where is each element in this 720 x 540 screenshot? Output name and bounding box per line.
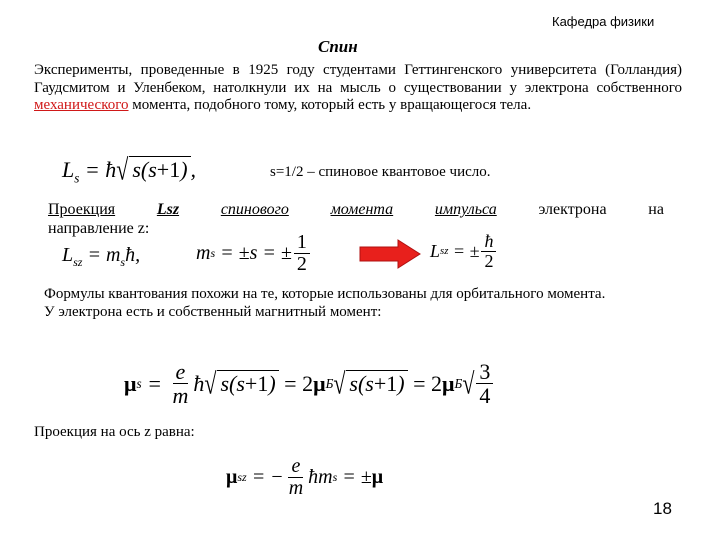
intro-text-1: Эксперименты, проведенные в 1925 году студентами Геттингенского университета (Голландия) Гаудсмитом и Уленбеком, натолкнули их на мысль о существовании у электрона собственного	[34, 62, 682, 96]
projection-word: момента	[330, 201, 394, 218]
intro-highlight: механического	[34, 97, 129, 113]
formula-lsz-result: L sz = ± $\frac{ħ}{2}$	[430, 232, 498, 271]
intro-text-2: момента, подобного тому, который есть у вращающегося тела.	[128, 97, 532, 113]
formulas-line-2: У электрона есть и собственный магнитный момент:	[44, 303, 382, 320]
slide-title: Спин	[318, 37, 358, 56]
projection-word: Проекция	[48, 201, 116, 218]
formula-mu-sz: μ sz = − $\frac{e}{m}$ ħm s = ± μ	[226, 455, 384, 499]
formula-lsz: $L_{sz}$ = $m_sħ$,	[62, 244, 141, 269]
formula-ls: $L_s$ = ħ√ s(s+1) ,	[62, 152, 197, 187]
projection-line-1	[48, 200, 664, 219]
projection-line-2: направление z:	[48, 220, 150, 237]
projection-word: электрона	[538, 201, 607, 218]
formula-ms: m s = ±s = ± $\frac{1}{2}$	[196, 232, 312, 275]
formula-mu-s: μ s = $\frac{e}{m}$ ħ √ s(s+1) = 2 μ Б √ s(s+1) = 2 μ Б √ $\frac{3}{4}$	[124, 360, 495, 407]
projection-text	[48, 200, 664, 238]
projection-z-text: Проекция на ось z равна:	[34, 424, 195, 440]
intro-paragraph	[34, 62, 682, 115]
projection-word: на	[648, 201, 664, 218]
department-label: Кафедра физики	[552, 14, 655, 29]
formulas-line-1: Формулы квантования похожи на те, которые использованы для орбитального момента.	[44, 286, 606, 302]
red-arrow-icon	[358, 238, 422, 270]
spin-quantum-text: s=1/2 – спиновое квантовое число.	[270, 164, 491, 180]
page-number: 18	[653, 499, 672, 518]
projection-word: импульса	[434, 201, 497, 218]
formulas-text	[44, 286, 678, 321]
projection-word: Lsz	[156, 201, 180, 218]
projection-word: спинового	[220, 201, 289, 218]
